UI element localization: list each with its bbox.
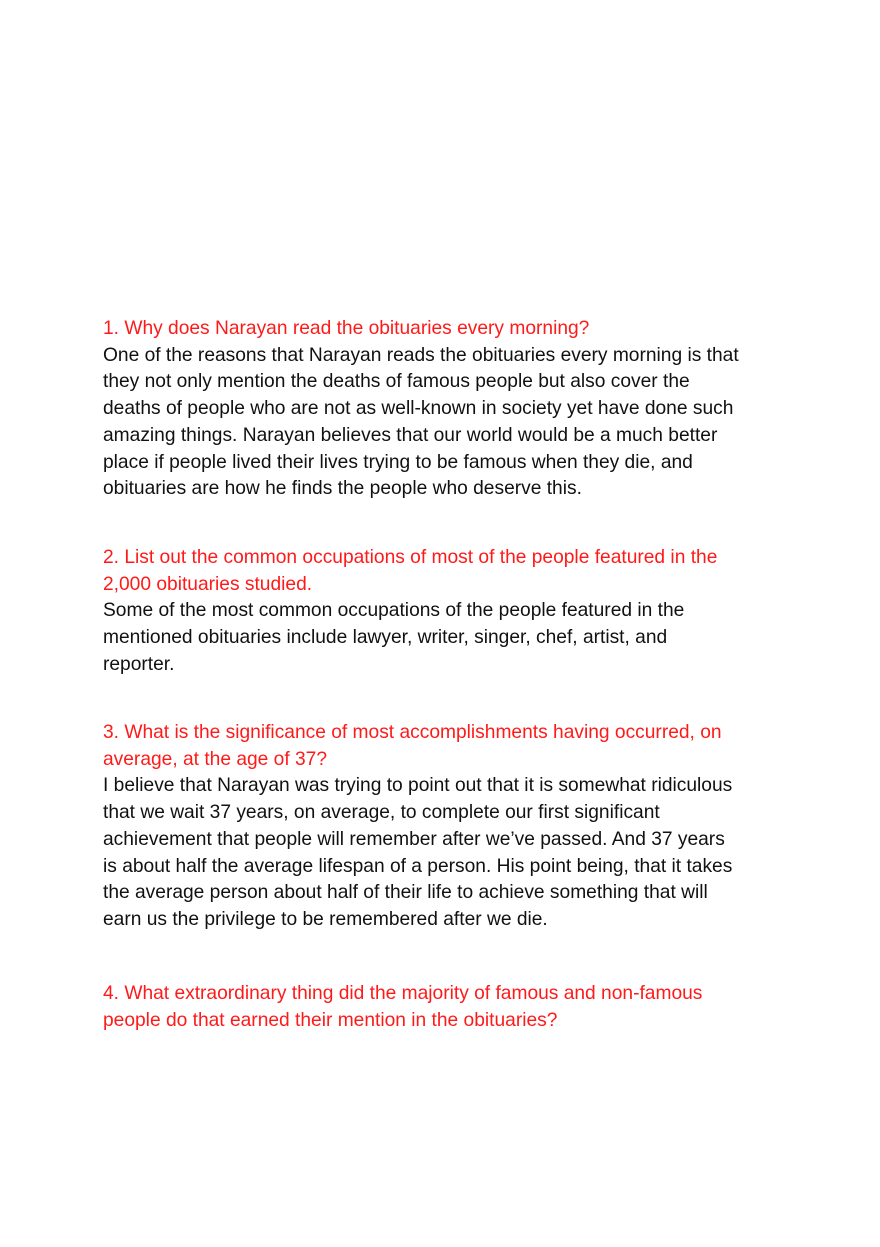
question-line: 4. What extraordinary thing did the majority of famous and non-famous xyxy=(103,983,703,1004)
question-1 xyxy=(103,316,823,343)
answer-line: One of the reasons that Narayan reads the obituaries every morning is that xyxy=(103,344,739,366)
answer-1 xyxy=(103,343,823,503)
answer-line: they not only mention the deaths of famous people but also cover the xyxy=(103,371,690,393)
answer-line: that we wait 37 years, on average, to complete our first significant xyxy=(103,802,660,824)
question-4 xyxy=(103,981,823,1034)
answer-line: is about half the average lifespan of a person. His point being, that it takes xyxy=(103,855,733,877)
question-line: 3. What is the significance of most accomplishments having occurred, on xyxy=(103,722,722,743)
section-3 xyxy=(103,720,823,934)
answer-line: Some of the most common occupations of the people featured in the xyxy=(103,600,685,622)
answer-line: amazing things. Narayan believes that our world would be a much better xyxy=(103,424,718,446)
question-line: 1. Why does Narayan read the obituaries every morning? xyxy=(103,318,590,339)
answer-line: deaths of people who are not as well-known in society yet have done such xyxy=(103,398,734,420)
question-3 xyxy=(103,720,823,773)
question-line: 2,000 obituaries studied. xyxy=(103,573,313,595)
answer-line: I believe that Narayan was trying to point out that it is somewhat ridiculous xyxy=(103,775,733,797)
answer-line: the average person about half of their life to achieve something that will xyxy=(103,882,708,904)
answer-3 xyxy=(103,773,823,933)
question-line: 2. List out the common occupations of most of the people featured in the xyxy=(103,547,718,568)
answer-line: reporter. xyxy=(103,653,175,675)
question-line: average, at the age of 37? xyxy=(103,748,328,770)
answer-2 xyxy=(103,598,823,678)
answer-line: obituaries are how he finds the people who deserve this. xyxy=(103,478,582,500)
answer-line: mentioned obituaries include lawyer, writer, singer, chef, artist, and xyxy=(103,627,668,649)
answer-line: achievement that people will remember after we’ve passed. And 37 years xyxy=(103,828,725,850)
section-1 xyxy=(103,316,823,503)
section-4 xyxy=(103,981,823,1034)
answer-line: place if people lived their lives trying to be famous when they die, and xyxy=(103,451,693,473)
question-line: people do that earned their mention in the obituaries? xyxy=(103,1009,558,1031)
section-2 xyxy=(103,545,823,679)
question-2 xyxy=(103,545,823,598)
answer-line: earn us the privilege to be remembered after we die. xyxy=(103,908,548,930)
